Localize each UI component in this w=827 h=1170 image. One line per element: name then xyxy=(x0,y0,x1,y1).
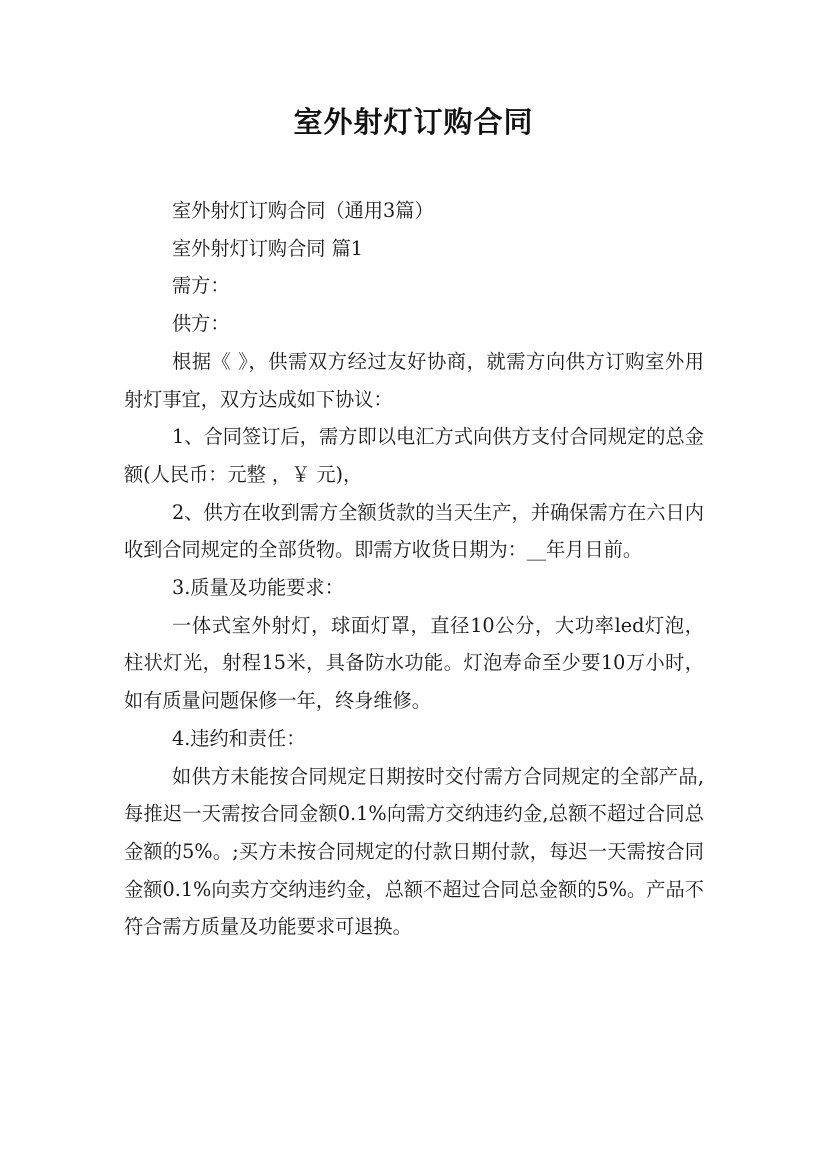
paragraph-preamble: 根据《 》，供需双方经过友好协商，就需方向供方订购室外用射灯事宜，双方达成如下协议： xyxy=(124,349,704,411)
paragraph-clause-2: 2、供方在收到需方全额货款的当天生产，并确保需方在六日内收到合同规定的全部货物。即需方收货日期为：__年月日前。 xyxy=(124,500,704,562)
paragraph-clause-4-body: 如供方未能按合同规定日期按时交付需方合同规定的全部产品,每推迟一天需按合同金额0.1%向需方交纳违约金,总额不超过合同总金额的5%。;买方未按合同规定的付款日期付款，每迟一天需按合同金额0.1%向卖方交纳违约金，总额不超过合同总金额的5%。产品不符合需方质量及功能要求可退换。 xyxy=(124,764,704,939)
paragraph-clause-3-body: 一体式室外射灯，球面灯罩，直径10公分，大功率led灯泡，柱状灯光，射程15米，具备防水功能。灯泡寿命至少要10万小时，如有质量问题保修一年，终身维修。 xyxy=(124,613,704,713)
paragraph-clause-4-heading: 4.违约和责任： xyxy=(172,726,306,750)
paragraph-clause-3-heading: 3.质量及功能要求： xyxy=(172,576,344,600)
paragraph-supplier: 供方： xyxy=(172,312,230,336)
document-body xyxy=(124,192,704,946)
paragraph-buyer: 需方： xyxy=(172,274,230,298)
paragraph-collection-title: 室外射灯订购合同（通用3篇） xyxy=(172,199,434,222)
paragraph-section-title: 室外射灯订购合同 篇1 xyxy=(172,236,363,260)
document-title: 室外射灯订购合同 xyxy=(293,105,534,139)
paragraph-clause-1: 1、合同签订后，需方即以电汇方式向供方支付合同规定的总金额(人民币：元整 ，￥ 元)， xyxy=(124,425,704,486)
